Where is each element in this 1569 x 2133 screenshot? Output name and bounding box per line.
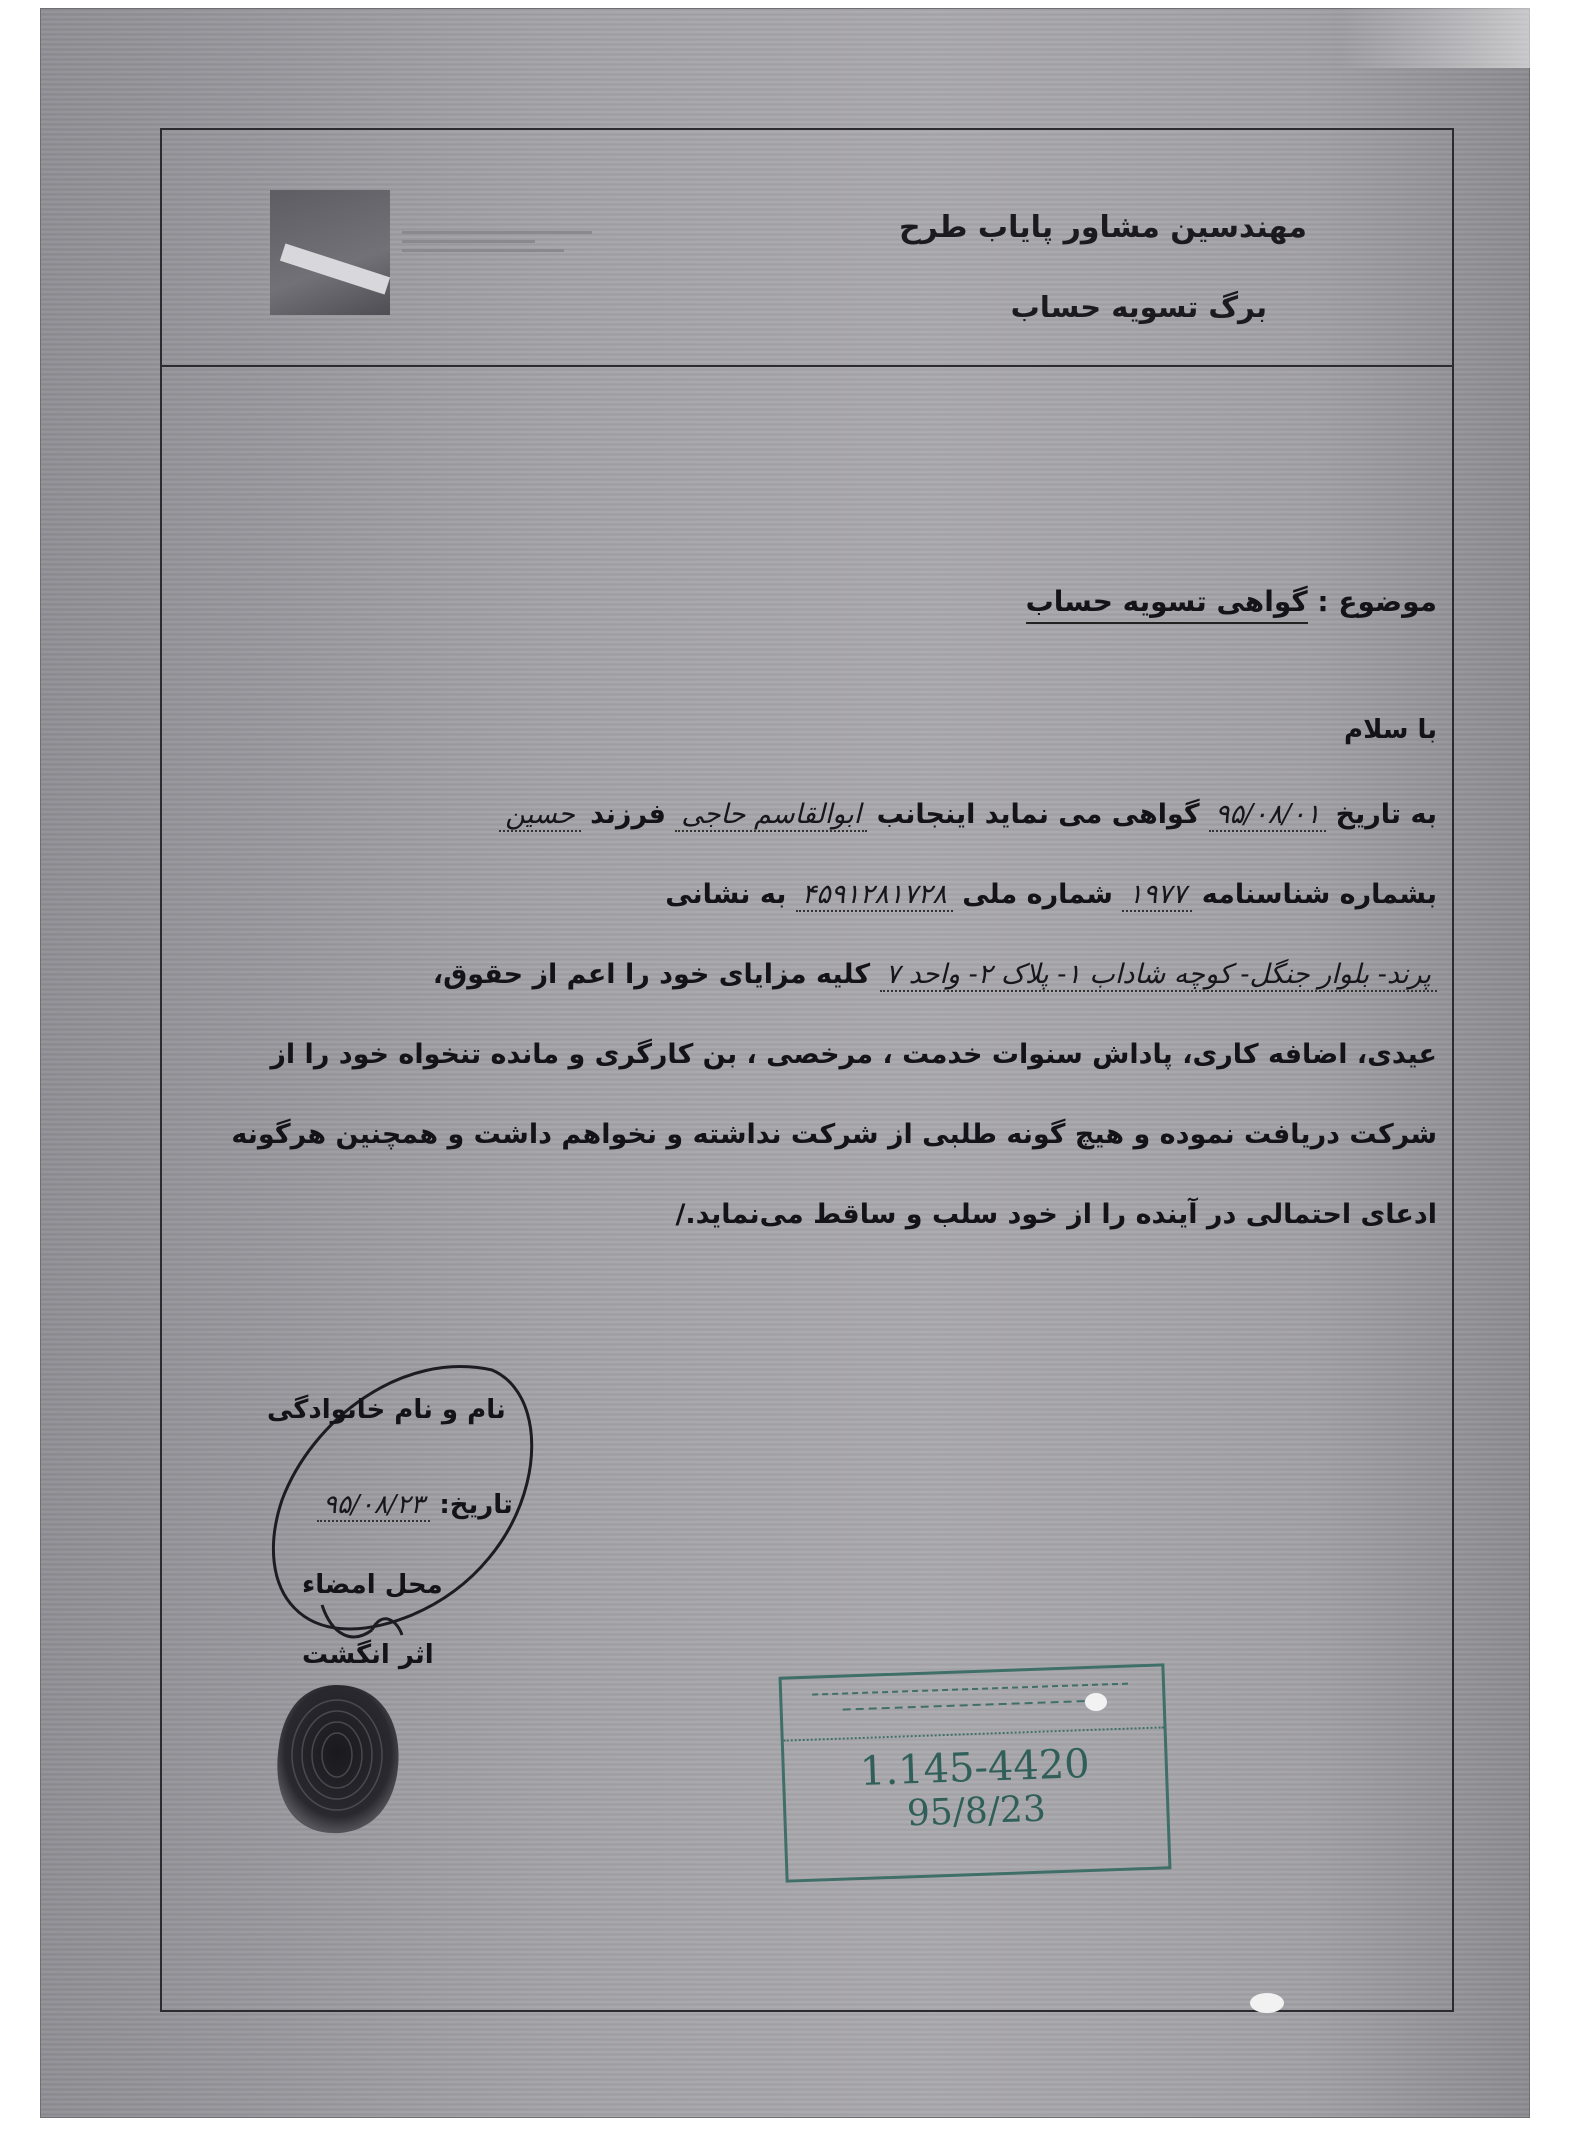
date-prefix: به تاریخ [1335, 799, 1437, 830]
fingerprint-mark [267, 1680, 407, 1840]
handwritten-id-number: ۱۹۷۷ [1122, 879, 1192, 912]
scanned-page [40, 8, 1530, 2118]
body-line-1 [242, 775, 1437, 855]
benefits-text: کلیه مزایای خود را اعم از حقوق، [432, 959, 871, 990]
header-divider [162, 365, 1452, 367]
certify-text: گواهی می نماید اینجانب [876, 799, 1200, 830]
stamp-date: 95/8/23 [906, 1788, 1047, 1835]
national-id-label: شماره ملی [962, 879, 1113, 910]
body-line-2 [242, 855, 1437, 935]
fingerprint-label: اثر انگشت [302, 1640, 434, 1670]
subject-line [1026, 585, 1437, 618]
handwritten-name: ابوالقاسم حاجی [675, 799, 867, 832]
body-line-6: ادعای احتمالی در آینده را از خود سلب و ساقط می‌نماید./ [675, 1199, 1437, 1230]
handwritten-date: ۹۵/۰۸/۰۱ [1209, 799, 1326, 832]
body-line-3 [242, 935, 1437, 1015]
body-line-4: عیدی، اضافه کاری، پاداش سنوات خدمت ، مرخصی ، بن کارگری و مانده تنخواه خود را از [270, 1039, 1437, 1070]
punch-hole-dot [1250, 1993, 1284, 2013]
signature-place-label: محل امضاء [302, 1570, 443, 1600]
handwritten-national-id: ۴۵۹۱۲۸۱۷۲۸ [796, 879, 953, 912]
greeting: با سلام [1344, 715, 1437, 745]
document-frame [160, 128, 1454, 2012]
handwritten-father-name: حسین [499, 799, 580, 832]
child-of-label: فرزند [590, 799, 666, 830]
form-title: برگ تسویه حساب [1010, 290, 1267, 324]
address-label: به نشانی [665, 879, 787, 910]
company-logo [270, 190, 390, 315]
official-stamp [779, 1663, 1172, 1882]
signer-name-label: نام و نام خانوادگی [267, 1395, 506, 1425]
subject-value: گواهی تسویه حساب [1026, 585, 1308, 624]
body-text [231, 775, 1437, 1255]
id-label: بشماره شناسنامه [1201, 879, 1437, 910]
subject-label: موضوع : [1317, 585, 1437, 618]
body-line-5: شرکت دریافت نموده و هیچ گونه طلبی از شرکت نداشته و نخواهم داشت و همچنین هرگونه [231, 1119, 1437, 1150]
handwritten-signature-date: ۹۵/۰۸/۲۳ [317, 1490, 430, 1522]
punch-hole-dot [1085, 1693, 1107, 1711]
logo-wordmark [402, 225, 592, 265]
handwritten-address: پرند- بلوار جنگل- کوچه شاداب ۱- پلاک ۲- واحد ۷ [880, 959, 1438, 992]
company-name: مهندسین مشاور پایاب طرح [898, 210, 1307, 245]
stamp-code: 1.145-4420 [859, 1741, 1091, 1795]
signature-date-row [317, 1490, 513, 1520]
signature-date-label: تاریخ: [439, 1490, 513, 1520]
